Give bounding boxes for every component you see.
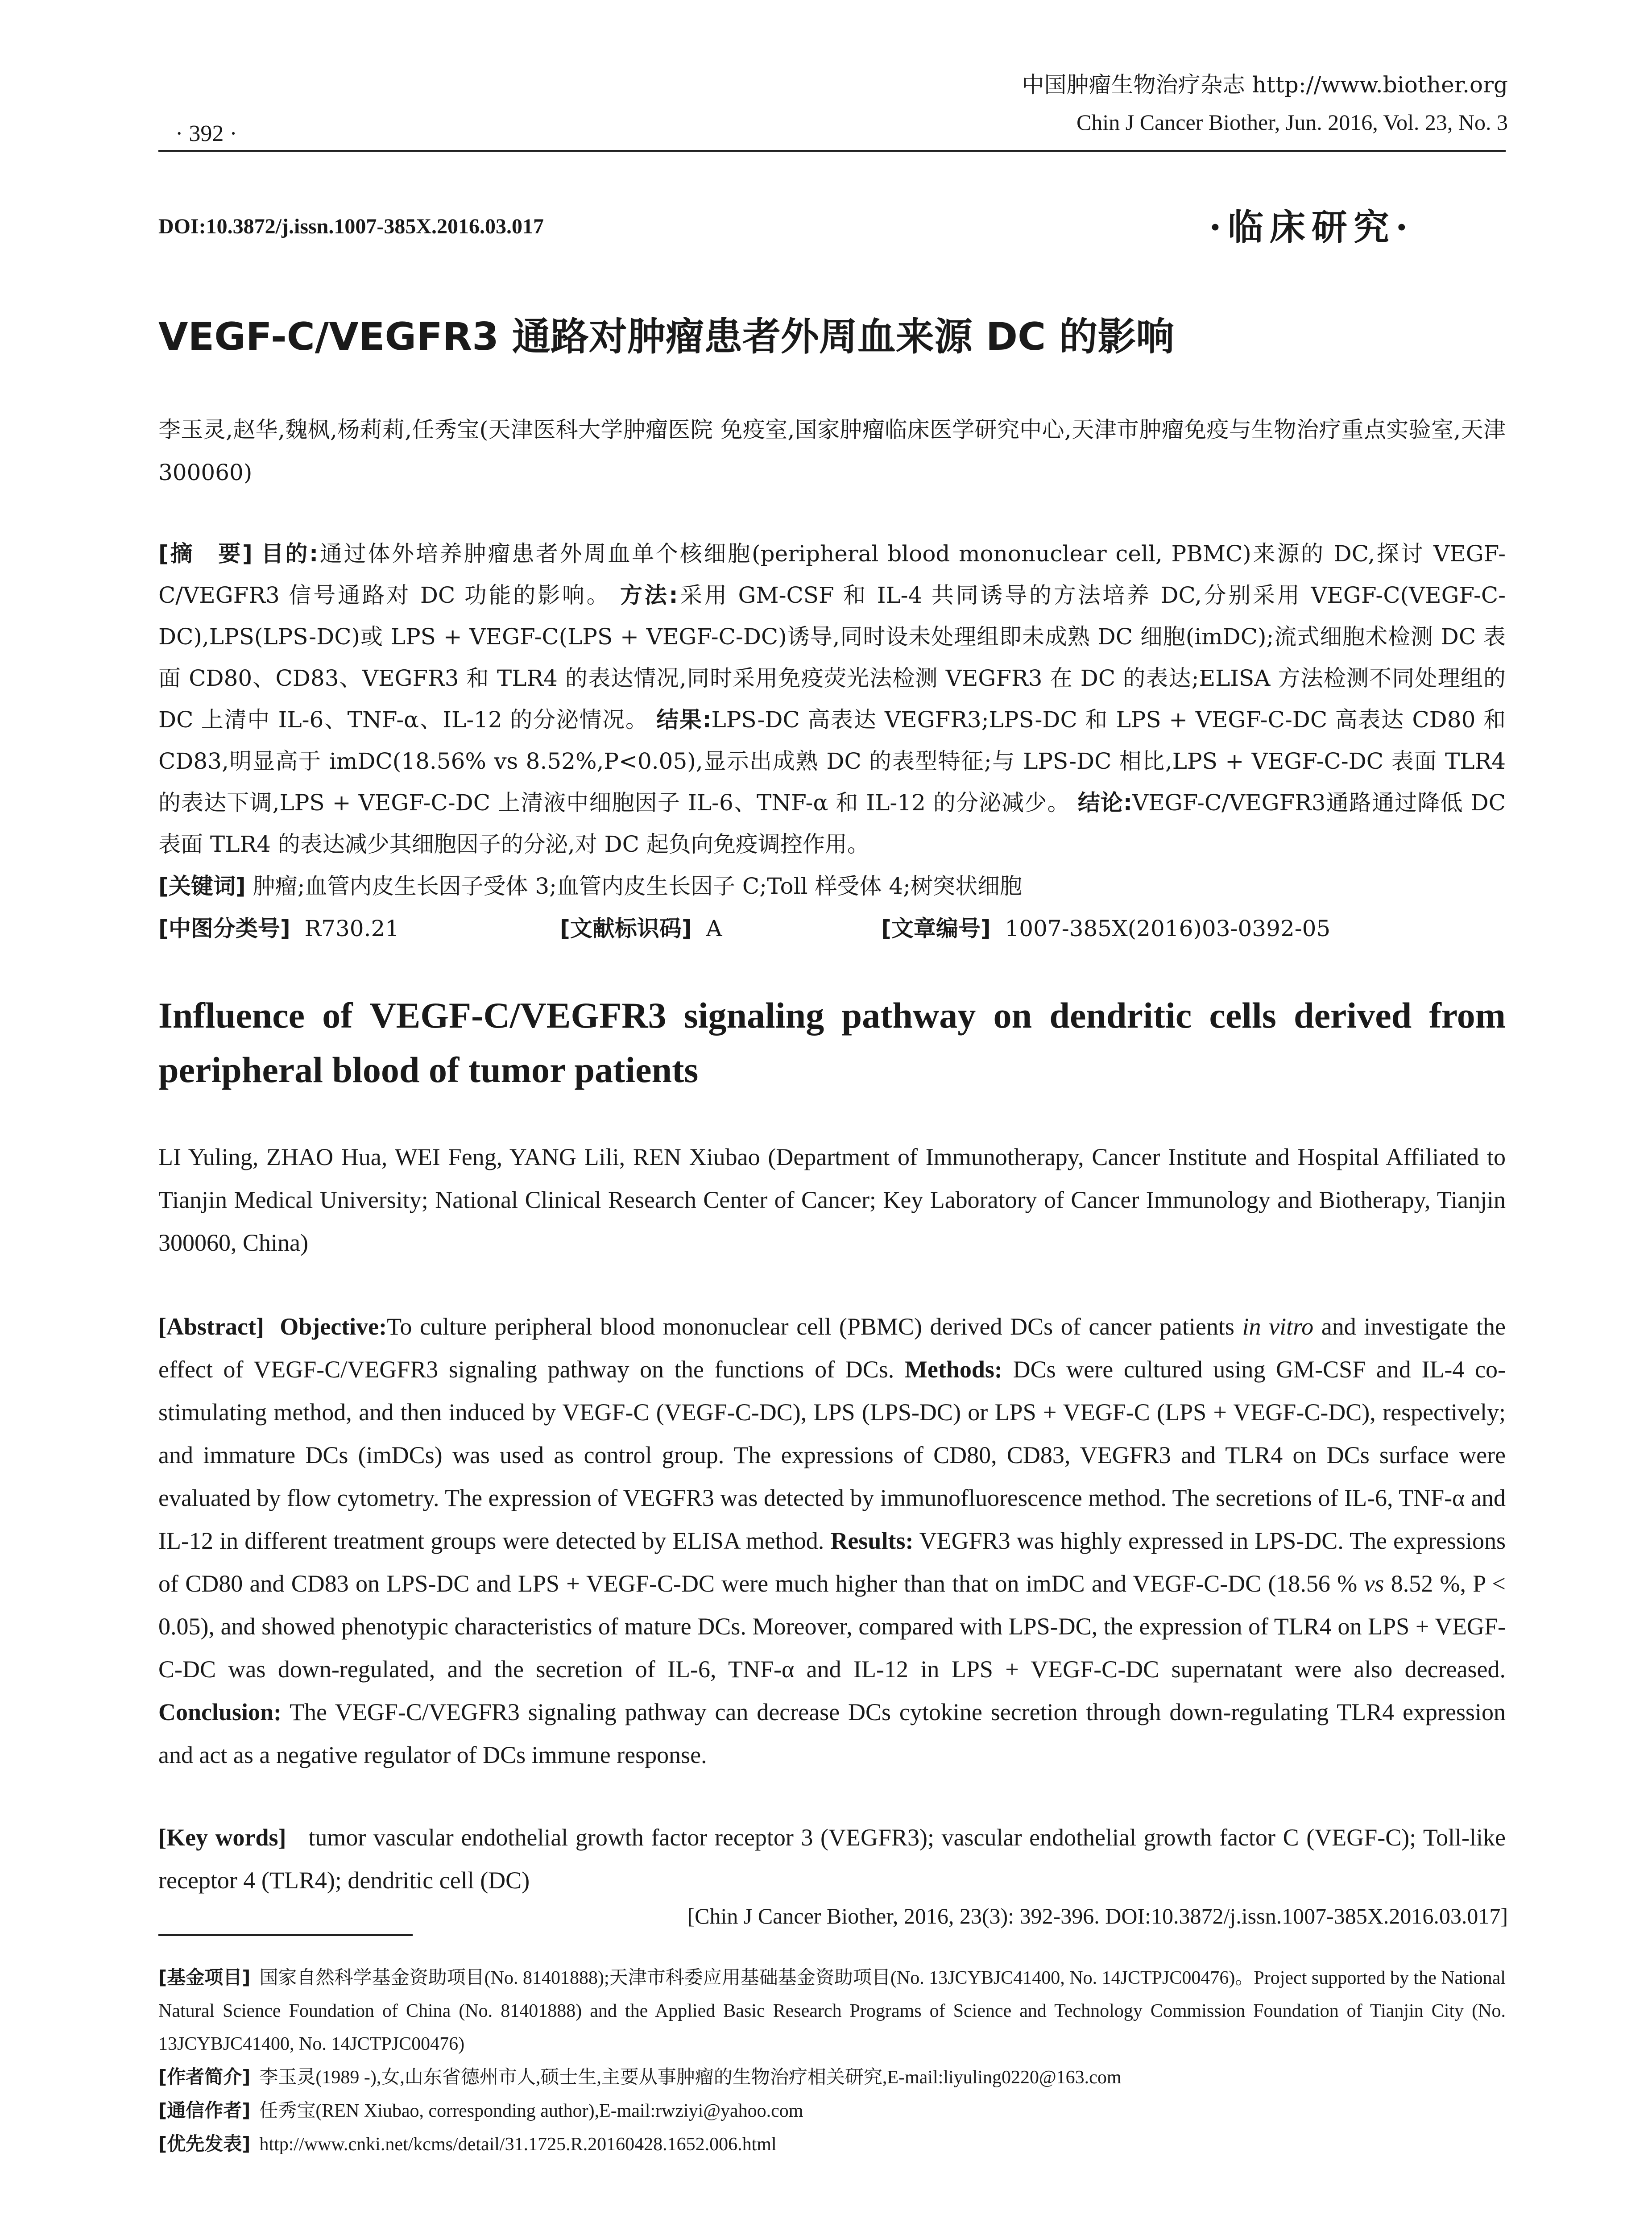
keywords-english: [158, 1816, 1506, 1902]
objective-en-label: Objective:: [280, 1313, 387, 1340]
conclusion-en-text: The VEGF-C/VEGFR3 signaling pathway can decrease DCs cytokine secretion through down-regulating TLR4 expression and act as a negative regulator of DCs immune response.: [158, 1699, 1506, 1768]
funding-note: [158, 1961, 1506, 2061]
conclusion-cn-label: 结论:: [1077, 790, 1132, 816]
priority-publication-note: [158, 2127, 1506, 2161]
page-number: · 392 ·: [175, 121, 237, 146]
citation-line: [Chin J Cancer Biother, 2016, 23(3): 392-396. DOI:10.3872/j.issn.1007-385X.2016.03.017]: [687, 1903, 1508, 1928]
keywords-cn-label: [关键词]: [158, 873, 246, 899]
corresponding-author-note: [158, 2094, 1506, 2127]
objective-cn-label: 目的:: [261, 541, 319, 567]
doc-code-group: [560, 908, 881, 950]
results-en-text-b: 8.52 %, P < 0.05), and showed phenotypic characteristics of mature DCs. Moreover, compared with LPS-DC, the expression of TLR4 on LPS + VEGF-C-DC was down-regulated, and the secretion of IL-6, TNF-α and IL-12 in LPS + VEGF-C-DC supernatant were also decreased.: [158, 1570, 1506, 1683]
authors-english: LI Yuling, ZHAO Hua, WEI Feng, YANG Lili, REN Xiubao (Department of Immunotherapy, Cancer Institute and Hospital Affiliated to Tianjin Medical University; National Clinical Research Center of Cancer; Key Laboratory of Cancer Immunology and Biotherapy, Tianjin 300060, China): [158, 1144, 1506, 1256]
objective-en-text-a: To culture peripheral blood mononuclear cell (PBMC) derived DCs of cancer patients: [387, 1313, 1242, 1340]
methods-en-label: Methods:: [904, 1356, 1002, 1383]
journal-issue-en: Chin J Cancer Biother, Jun. 2016, Vol. 23, No. 3: [1076, 110, 1508, 135]
abstract-chinese: [158, 533, 1506, 865]
journal-name-cn: 中国肿瘤生物治疗杂志 http://www.biother.org: [1022, 72, 1508, 98]
article-number-label: [文章编号]: [881, 916, 991, 941]
author-bio-note: [158, 2061, 1506, 2094]
keywords-en-label: [Key words]: [158, 1824, 286, 1851]
title-chinese: VEGF-C/VEGFR3 通路对肿瘤患者外周血来源 DC 的影响: [158, 315, 1175, 359]
funding-text: 国家自然科学基金资助项目(No. 81401888);天津市科委应用基础基金资助项目(No. 13JCYBJC41400, No. 14JCTPJC00476)。Project supported by the National Natural Science Foundation of China (No. 81401888) and the Applied Basic Research Programs of Science and Technology Commission Foundation of Tianjin City (No. 13JCYBJC41400, No. 14JCTPJC00476): [158, 1968, 1506, 2054]
abstract-cn-label: [摘 要]: [158, 541, 253, 567]
keywords-chinese: [158, 866, 1506, 907]
clc-group: [158, 908, 560, 950]
conclusion-cn-text: VEGF-C/VEGFR3通路通过降低 DC 表面 TLR4 的表达减少其细胞因子的分泌,对 DC 起负向免疫调控作用。: [158, 790, 1506, 857]
objective-cn-text: 通过体外培养肿瘤患者外周血单个核细胞(peripheral blood mononuclear cell, PBMC)来源的 DC,探讨 VEGF-C/VEGFR3 信号通路对 DC 功能的影响。: [158, 541, 1506, 608]
doc-code-label: [文献标识码]: [560, 916, 692, 941]
methods-en-text: DCs were cultured using GM-CSF and IL-4 co-stimulating method, and then induced by VEGF-C (VEGF-C-DC), LPS (LPS-DC) or LPS + VEGF-C (LPS + VEGF-C-DC), respectively; and immature DCs (imDCs) was used as control group. The expressions of CD80, CD83, VEGFR3 and TLR4 on DCs surface were evaluated by flow cytometry. The expression of VEGFR3 was detected by immunofluorescence method. The secretions of IL-6, TNF-α and IL-12 in different treatment groups were detected by ELISA method.: [158, 1356, 1506, 1554]
results-en-text-a: VEGFR3 was highly expressed in LPS-DC. The expressions of CD80 and CD83 on LPS-DC and LPS + VEGF-C-DC were much higher than that on imDC and VEGF-C-DC (18.56 %: [158, 1527, 1506, 1597]
abstract-english: [158, 1305, 1506, 1776]
doi-line: DOI:10.3872/j.issn.1007-385X.2016.03.017: [158, 215, 544, 238]
methods-cn-text: 采用 GM-CSF 和 IL-4 共同诱导的方法培养 DC,分别采用 VEGF-C(VEGF-C-DC),LPS(LPS-DC)或 LPS + VEGF-C(LPS + VEGF-C-DC)诱导,同时设未处理组即未成熟 DC 细胞(imDC);流式细胞术检测 DC 表面 CD80、CD83、VEGFR3 和 TLR4 的表达情况,同时采用免疫荧光法检测 VEGFR3 在 DC 的表达;ELISA 方法检测不同处理组的 DC 上清中 IL-6、TNF-α、IL-12 的分泌情况。: [158, 582, 1506, 733]
priority-publication-label: [优先发表]: [158, 2133, 251, 2155]
author-bio-text: 李玉灵(1989 -),女,山东省德州市人,硕士生,主要从事肿瘤的生物治疗相关研究,E-mail:liyuling0220@163.com: [259, 2067, 1122, 2088]
keywords-cn-text: 肿瘤;血管内皮生长因子受体 3;血管内皮生长因子 C;Toll 样受体 4;树突状细胞: [253, 873, 1022, 899]
header-rule: [158, 150, 1506, 152]
authors-chinese: 李玉灵,赵华,魏枫,杨莉莉,任秀宝(天津医科大学肿瘤医院 免疫室,国家肿瘤临床医学研究中心,天津市肿瘤免疫与生物治疗重点实验室,天津 300060): [158, 417, 1506, 485]
funding-label: [基金项目]: [158, 1966, 251, 1988]
section-label: ·临床研究·: [1209, 206, 1414, 248]
footnotes: [158, 1961, 1506, 2161]
abstract-en-label: [Abstract]: [158, 1313, 264, 1340]
clc-value: R730.21: [304, 916, 400, 941]
doc-code-value: A: [706, 916, 722, 941]
footnote-rule: [158, 1934, 413, 1936]
title-english: Influence of VEGF-C/VEGFR3 signaling pathway on dendritic cells derived from peripheral blood of tumor patients: [158, 995, 1506, 1090]
results-cn-label: 结果:: [656, 707, 712, 733]
keywords-en-text: tumor vascular endothelial growth factor receptor 3 (VEGFR3); vascular endothelial growth factor C (VEGF-C); Toll-like receptor 4 (TLR4); dendritic cell (DC): [158, 1824, 1506, 1894]
results-cn-text: LPS-DC 高表达 VEGFR3;LPS-DC 和 LPS + VEGF-C-DC 高表达 CD80 和 CD83,明显高于 imDC(18.56% vs 8.52%,P<0.05),显示出成熟 DC 的表型特征;与 LPS-DC 相比,LPS + VEGF-C-DC 表面 TLR4 的表达下调,LPS + VEGF-C-DC 上清液中细胞因子 IL-6、TNF-α 和 IL-12 的分泌减少。: [158, 707, 1506, 816]
results-en-label: Results:: [830, 1527, 914, 1554]
priority-publication-link[interactable]: http://www.cnki.net/kcms/detail/31.1725.R.20160428.1652.006.html: [259, 2134, 777, 2155]
classification-row: [158, 908, 1506, 950]
clc-label: [中图分类号]: [158, 916, 290, 941]
results-en-vs: vs: [1364, 1570, 1384, 1597]
methods-cn-label: 方法:: [620, 582, 678, 608]
conclusion-en-label: Conclusion:: [158, 1699, 282, 1725]
objective-en-text-b: and investigate the effect of VEGF-C/VEGFR3 signaling pathway on the functions of DCs.: [158, 1313, 1506, 1383]
author-bio-label: [作者简介]: [158, 2066, 251, 2088]
corresponding-author-label: [通信作者]: [158, 2099, 251, 2121]
article-number-value: 1007-385X(2016)03-0392-05: [1005, 916, 1331, 941]
corresponding-author-text: 任秀宝(REN Xiubao, corresponding author),E-mail:rwziyi@yahoo.com: [259, 2101, 803, 2121]
objective-en-in-vitro: in vitro: [1242, 1313, 1314, 1340]
article-number-group: [881, 908, 1330, 950]
